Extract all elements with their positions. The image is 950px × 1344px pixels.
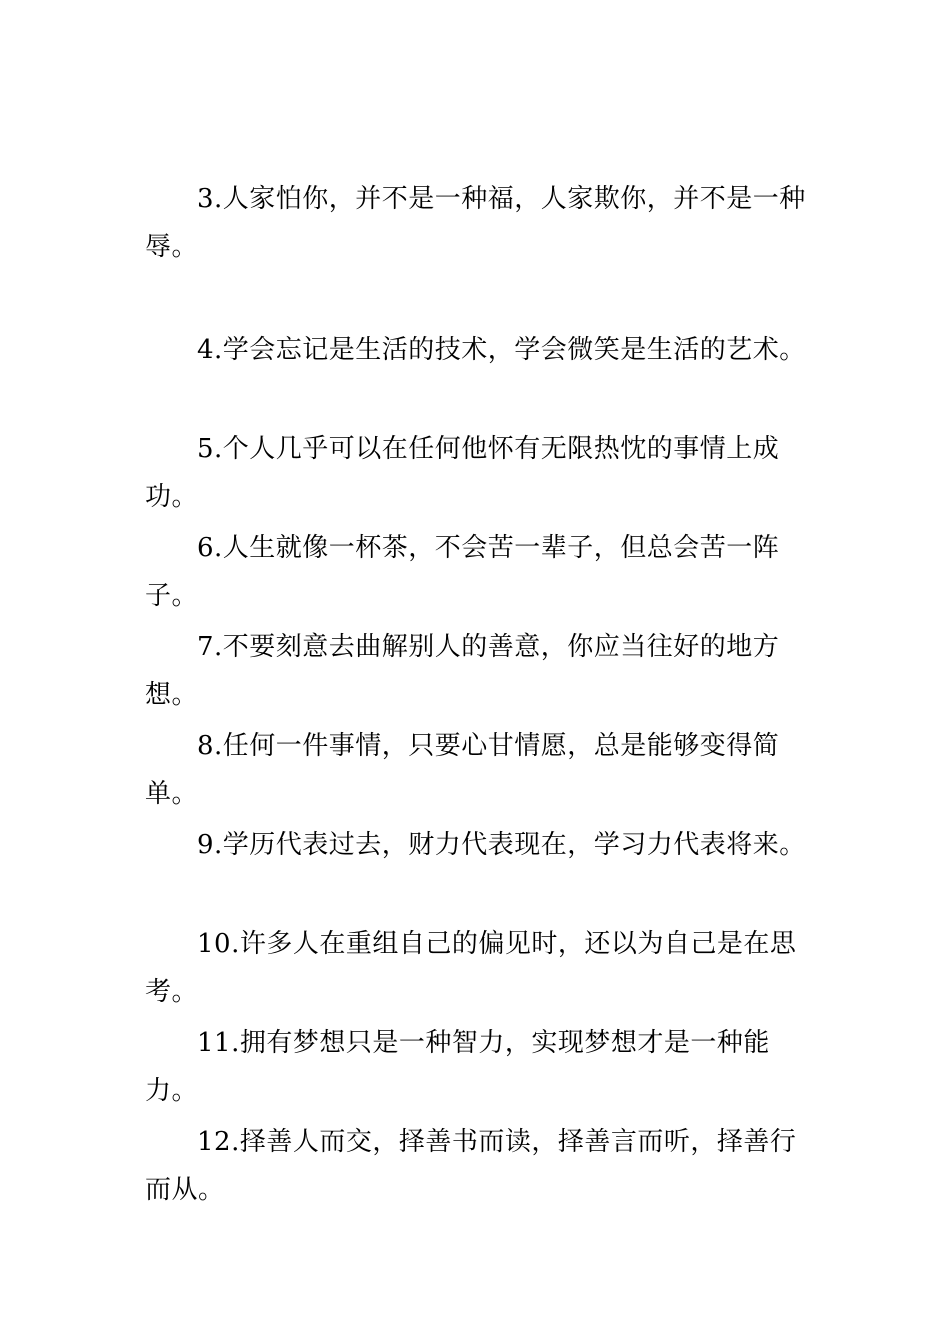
paragraph-5: 5.个人几乎可以在任何他怀有无限热忱的事情上成功。 xyxy=(145,434,780,512)
paragraph-3: 3.人家怕你，并不是一种福，人家欺你，并不是一种辱。 xyxy=(145,184,806,262)
paragraph-4: 4.学会忘记是生活的技术，学会微笑是生活的艺术。 xyxy=(197,335,806,365)
paragraph-8: 8.任何一件事情，只要心甘情愿，总是能够变得简单。 xyxy=(145,731,780,809)
paragraph-6: 6.人生就像一杯茶，不会苦一辈子，但总会苦一阵子。 xyxy=(145,533,780,611)
paragraph-11: 11.拥有梦想只是一种智力，实现梦想才是一种能力。 xyxy=(145,1028,770,1106)
paragraph-7: 7.不要刻意去曲解别人的善意，你应当往好的地方想。 xyxy=(145,632,780,710)
paragraph-12: 12.择善人而交，择善书而读，择善言而听，择善行而从。 xyxy=(145,1127,797,1205)
paragraph-9: 9.学历代表过去，财力代表现在，学习力代表将来。 xyxy=(197,830,806,860)
paragraph-10: 10.许多人在重组自己的偏见时，还以为自己是在思考。 xyxy=(145,929,797,1007)
